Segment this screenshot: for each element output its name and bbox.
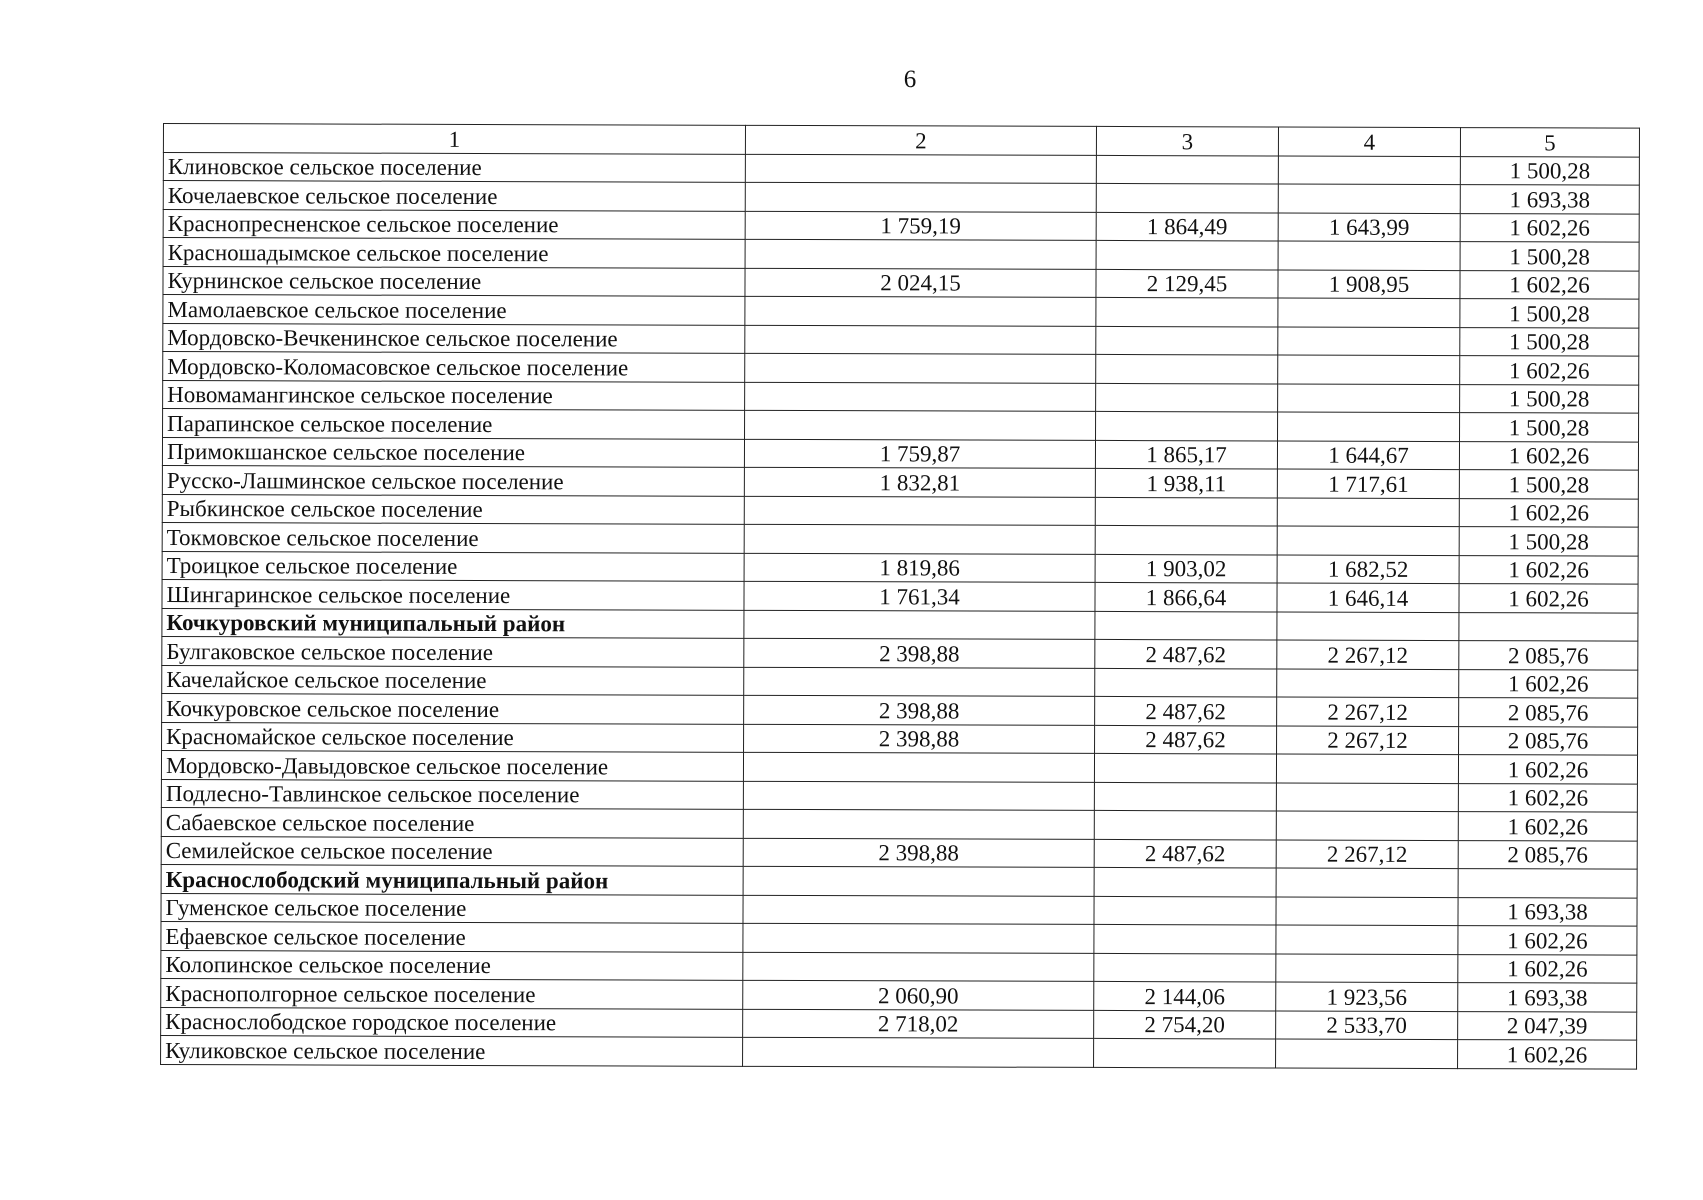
table-row (163, 266, 1639, 299)
table-row (163, 380, 1639, 413)
value-cell-col2 (743, 752, 1094, 782)
value-cell-col5: 1 602,26 (1458, 1040, 1637, 1069)
value-cell-col2 (743, 781, 1094, 811)
settlement-name-cell: Булгаковское сельское поселение (162, 636, 744, 666)
settlement-name-cell: Мордовско-Давыдовское сельское поселение (161, 750, 743, 780)
table-row (163, 352, 1639, 385)
value-cell-col2: 2 398,88 (744, 638, 1095, 668)
value-cell-col4 (1276, 897, 1458, 926)
value-cell-col2 (745, 382, 1096, 412)
value-cell-col5: 2 085,76 (1459, 726, 1638, 755)
settlement-name-cell: Куликовское сельское поселение (161, 1035, 743, 1065)
value-cell-col5 (1458, 869, 1637, 898)
value-cell-col4: 2 267,12 (1276, 840, 1458, 869)
table-row (162, 665, 1638, 698)
value-cell-col3: 1 938,11 (1095, 468, 1277, 497)
settlement-name-cell: Рыбкинское сельское поселение (162, 494, 744, 524)
value-cell-col4: 1 682,52 (1277, 555, 1459, 584)
value-cell-col3 (1094, 896, 1276, 925)
value-cell-col4: 1 643,99 (1278, 213, 1460, 242)
value-cell-col3: 2 129,45 (1096, 269, 1278, 298)
district-row (161, 864, 1637, 897)
value-cell-col3: 1 903,02 (1095, 554, 1277, 583)
value-cell-col2: 1 832,81 (744, 467, 1095, 497)
value-cell-col3 (1095, 668, 1277, 697)
value-cell-col5: 1 500,28 (1460, 413, 1639, 442)
value-cell-col3 (1094, 810, 1276, 839)
value-cell-col2 (744, 667, 1095, 697)
settlement-name-cell: Подлесно-Тавлинское сельское поселение (161, 779, 743, 809)
value-cell-col4: 2 533,70 (1276, 1011, 1458, 1040)
value-cell-col2 (744, 496, 1095, 526)
value-cell-col5 (1459, 612, 1638, 641)
settlement-name-cell: Мордовско-Коломасовское сельское поселение (163, 352, 745, 382)
settlement-name-cell: Краснослободский муниципальный район (161, 864, 743, 894)
value-cell-col4 (1278, 241, 1460, 270)
value-cell-col3 (1096, 411, 1278, 440)
value-cell-col3 (1096, 383, 1278, 412)
table-body (161, 124, 1640, 1069)
table-row (162, 437, 1638, 470)
settlement-name-cell: Семилейское сельское поселение (161, 836, 743, 866)
value-cell-col2: 1 819,86 (744, 553, 1095, 583)
value-cell-col2 (743, 809, 1094, 839)
value-cell-col5: 1 693,38 (1458, 983, 1637, 1012)
value-cell-col3 (1094, 1038, 1276, 1067)
value-cell-col5: 1 602,26 (1459, 498, 1638, 527)
value-cell-col2: 2 024,15 (745, 268, 1096, 298)
value-cell-col2: 2 398,88 (744, 724, 1095, 754)
value-cell-col3 (1094, 782, 1276, 811)
column-header: 1 (163, 124, 745, 154)
value-cell-col4 (1278, 327, 1460, 356)
district-row (162, 608, 1638, 641)
tariff-table (160, 123, 1640, 1069)
value-cell-col5: 1 602,26 (1459, 555, 1638, 584)
value-cell-col3: 2 487,62 (1095, 696, 1277, 725)
value-cell-col4 (1277, 526, 1459, 555)
table-row (163, 209, 1639, 242)
value-cell-col3 (1096, 297, 1278, 326)
value-cell-col3 (1095, 497, 1277, 526)
table-row (162, 579, 1638, 612)
table-row (162, 522, 1638, 555)
value-cell-col4: 1 717,61 (1277, 469, 1459, 498)
settlement-name-cell: Примокшанское сельское поселение (162, 437, 744, 467)
column-header: 4 (1278, 127, 1460, 156)
value-cell-col4 (1278, 184, 1460, 213)
table-row (163, 181, 1639, 214)
value-cell-col3 (1094, 867, 1276, 896)
value-cell-col2 (744, 610, 1095, 640)
value-cell-col2 (743, 895, 1094, 925)
settlement-name-cell: Курнинское сельское поселение (163, 266, 745, 296)
value-cell-col4 (1278, 298, 1460, 327)
settlement-name-cell: Красношадымское сельское поселение (163, 238, 745, 268)
table-row (162, 693, 1638, 726)
value-cell-col5: 2 085,76 (1459, 698, 1638, 727)
value-cell-col3: 2 487,62 (1095, 725, 1277, 754)
value-cell-col4: 1 923,56 (1276, 982, 1458, 1011)
value-cell-col4 (1276, 754, 1458, 783)
table-row (161, 807, 1637, 840)
column-header: 2 (745, 125, 1096, 155)
value-cell-col4: 2 267,12 (1277, 697, 1459, 726)
value-cell-col3 (1095, 525, 1277, 554)
value-cell-col4 (1277, 612, 1459, 641)
value-cell-col5: 2 047,39 (1458, 1011, 1637, 1040)
column-header: 3 (1096, 126, 1278, 155)
value-cell-col2: 2 398,88 (744, 695, 1095, 725)
value-cell-col5: 1 602,26 (1458, 812, 1637, 841)
value-cell-col3: 2 754,20 (1094, 1010, 1276, 1039)
table-row (162, 465, 1638, 498)
table-header-row (163, 124, 1639, 157)
value-cell-col2 (744, 524, 1095, 554)
settlement-name-cell: Колопинское сельское поселение (161, 950, 743, 980)
value-cell-col2 (743, 866, 1094, 896)
value-cell-col5: 1 693,38 (1458, 897, 1637, 926)
value-cell-col2 (745, 353, 1096, 383)
value-cell-col5: 2 085,76 (1458, 840, 1637, 869)
value-cell-col3 (1095, 611, 1277, 640)
table-row (161, 750, 1637, 783)
table-row (163, 295, 1639, 328)
settlement-name-cell: Качелайское сельское поселение (162, 665, 744, 695)
value-cell-col4: 1 646,14 (1277, 583, 1459, 612)
table-row (162, 636, 1638, 669)
value-cell-col4: 1 644,67 (1277, 441, 1459, 470)
table-row (162, 722, 1638, 755)
value-cell-col5: 1 500,28 (1460, 327, 1639, 356)
value-cell-col3: 1 864,49 (1096, 212, 1278, 241)
value-cell-col5: 1 602,26 (1459, 584, 1638, 613)
value-cell-col2 (745, 410, 1096, 440)
settlement-name-cell: Парапинское сельское поселение (163, 409, 745, 439)
value-cell-col2 (743, 1037, 1094, 1067)
settlement-name-cell: Кочкуровский муниципальный район (162, 608, 744, 638)
value-cell-col5: 1 602,26 (1458, 755, 1637, 784)
value-cell-col2 (745, 182, 1096, 212)
value-cell-col4 (1278, 355, 1460, 384)
page-number: 6 (903, 66, 917, 93)
value-cell-col4 (1278, 384, 1460, 413)
value-cell-col4 (1276, 925, 1458, 954)
settlement-name-cell: Краснопресненское сельское поселение (163, 209, 745, 239)
value-cell-col3 (1094, 924, 1276, 953)
value-cell-col5: 1 602,26 (1460, 270, 1639, 299)
value-cell-col2: 1 761,34 (744, 581, 1095, 611)
value-cell-col4 (1276, 811, 1458, 840)
value-cell-col2 (745, 239, 1096, 269)
table-row (161, 836, 1637, 869)
value-cell-col3 (1094, 953, 1276, 982)
value-cell-col4 (1278, 156, 1460, 185)
value-cell-col5: 1 500,28 (1460, 156, 1639, 185)
value-cell-col2: 2 718,02 (743, 1009, 1094, 1039)
settlement-name-cell: Кочкуровское сельское поселение (162, 693, 744, 723)
settlement-name-cell: Мордовско-Вечкенинское сельское поселение (163, 323, 745, 353)
settlement-name-cell: Кочелаевское сельское поселение (163, 181, 745, 211)
settlement-name-cell: Токмовское сельское поселение (162, 522, 744, 552)
table-row (161, 1007, 1637, 1040)
table-row (163, 152, 1639, 185)
value-cell-col5: 1 500,28 (1460, 299, 1639, 328)
value-cell-col3 (1096, 183, 1278, 212)
value-cell-col2 (745, 325, 1096, 355)
value-cell-col3: 1 865,17 (1095, 440, 1277, 469)
value-cell-col5: 1 602,26 (1460, 356, 1639, 385)
value-cell-col4 (1278, 412, 1460, 441)
value-cell-col4: 2 267,12 (1277, 726, 1459, 755)
value-cell-col4: 1 908,95 (1278, 270, 1460, 299)
value-cell-col5: 1 602,26 (1458, 926, 1637, 955)
value-cell-col4: 2 267,12 (1277, 640, 1459, 669)
value-cell-col2: 1 759,19 (745, 211, 1096, 241)
value-cell-col5: 1 693,38 (1460, 185, 1639, 214)
table-row (161, 950, 1637, 983)
table-row (162, 551, 1638, 584)
value-cell-col5: 1 500,28 (1459, 470, 1638, 499)
value-cell-col5: 2 085,76 (1459, 641, 1638, 670)
value-cell-col2: 1 759,87 (744, 439, 1095, 469)
table-row (161, 1035, 1637, 1068)
value-cell-col5: 1 602,26 (1459, 441, 1638, 470)
value-cell-col3 (1096, 240, 1278, 269)
table-row (161, 779, 1637, 812)
table-row (163, 323, 1639, 356)
table-row (161, 921, 1637, 954)
value-cell-col2 (743, 952, 1094, 982)
settlement-name-cell: Гуменское сельское поселение (161, 893, 743, 923)
value-cell-col2: 2 398,88 (743, 838, 1094, 868)
table-row (163, 409, 1639, 442)
value-cell-col2 (743, 923, 1094, 953)
settlement-name-cell: Русско-Лашминское сельское поселение (162, 465, 744, 495)
value-cell-col3: 1 866,64 (1095, 582, 1277, 611)
value-cell-col4 (1276, 868, 1458, 897)
settlement-name-cell: Краснослободское городское поселение (161, 1007, 743, 1037)
value-cell-col2 (745, 296, 1096, 326)
value-cell-col2 (745, 154, 1096, 184)
table-row (162, 494, 1638, 527)
value-cell-col3 (1096, 326, 1278, 355)
settlement-name-cell: Мамолаевское сельское поселение (163, 295, 745, 325)
table-row (163, 238, 1639, 271)
value-cell-col5: 1 500,28 (1460, 384, 1639, 413)
settlement-name-cell: Новомамангинское сельское поселение (163, 380, 745, 410)
table-row (161, 893, 1637, 926)
value-cell-col3: 2 144,06 (1094, 981, 1276, 1010)
value-cell-col4 (1276, 954, 1458, 983)
table-row (161, 978, 1637, 1011)
value-cell-col4 (1277, 498, 1459, 527)
settlement-name-cell: Клиновское сельское поселение (163, 152, 745, 182)
value-cell-col4 (1276, 1039, 1458, 1068)
value-cell-col3 (1094, 753, 1276, 782)
settlement-name-cell: Ефаевское сельское поселение (161, 921, 743, 951)
value-cell-col5: 1 500,28 (1459, 527, 1638, 556)
settlement-name-cell: Краснополгорное сельское поселение (161, 978, 743, 1008)
value-cell-col3: 2 487,62 (1094, 839, 1276, 868)
value-cell-col3 (1096, 354, 1278, 383)
value-cell-col2: 2 060,90 (743, 980, 1094, 1010)
value-cell-col5: 1 602,26 (1460, 213, 1639, 242)
value-cell-col5: 1 602,26 (1458, 954, 1637, 983)
settlement-name-cell: Сабаевское сельское поселение (161, 807, 743, 837)
column-header: 5 (1460, 128, 1639, 157)
value-cell-col5: 1 602,26 (1459, 669, 1638, 698)
value-cell-col4 (1277, 669, 1459, 698)
value-cell-col4 (1276, 783, 1458, 812)
settlement-name-cell: Красномайское сельское поселение (162, 722, 744, 752)
value-cell-col5: 1 602,26 (1458, 783, 1637, 812)
value-cell-col5: 1 500,28 (1460, 242, 1639, 271)
settlement-name-cell: Троицкое сельское поселение (162, 551, 744, 581)
value-cell-col3 (1096, 155, 1278, 184)
value-cell-col3: 2 487,62 (1095, 639, 1277, 668)
settlement-name-cell: Шингаринское сельское поселение (162, 579, 744, 609)
